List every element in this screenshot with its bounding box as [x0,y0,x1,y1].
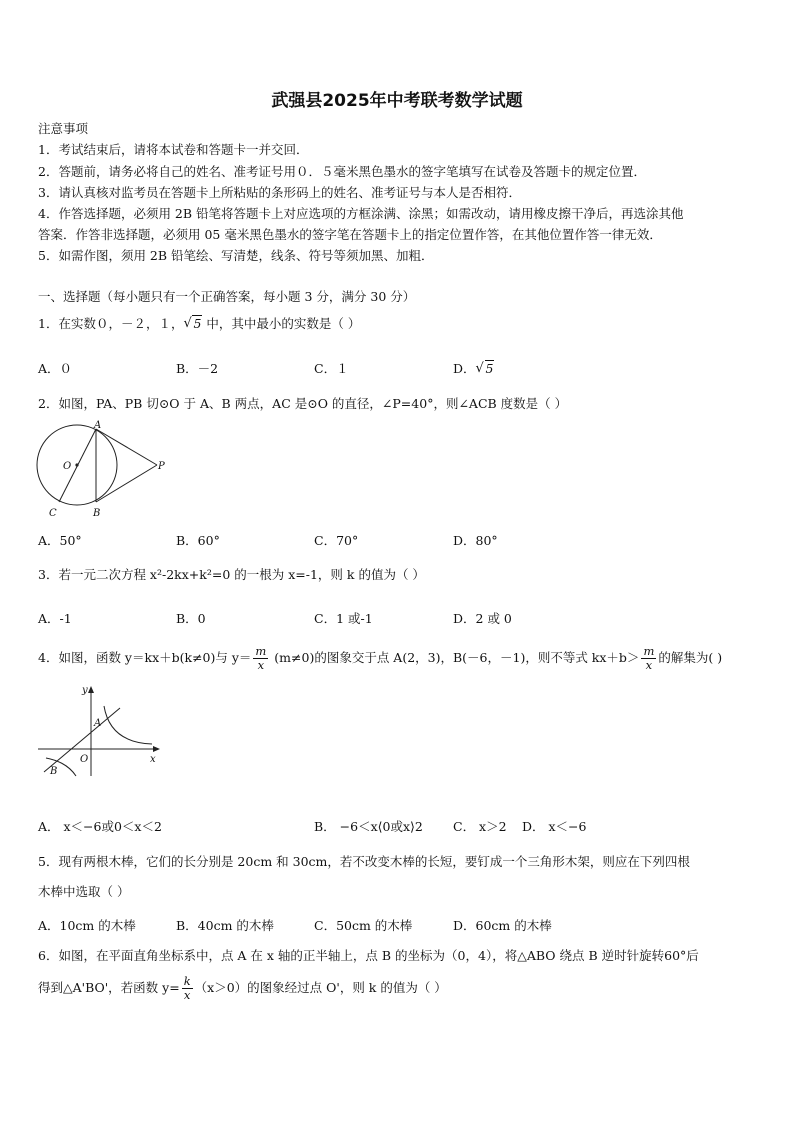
q1-option-d: D． √ 5 [453,361,494,376]
notice-item-5: 5．如需作图，须用 2B 铅笔绘、写清楚，线条、符号等须加黑、加粗． [38,248,434,263]
q3-option-c: C．1 或-1 [314,611,373,626]
q2-option-c: C．70° [314,533,359,548]
q1-option-c: C．１ [314,361,349,376]
q1-option-a: A．０ [38,361,73,376]
notice-item-1: 1．考试结束后，请将本试卷和答题卡一并交回． [38,142,309,157]
q2-option-b: B．60° [176,533,220,548]
notice-item-2: 2．答题前，请务必将自己的姓名、准考证号用０．５毫米黑色墨水的签字笔填写在试卷及答题卡的规定位置． [38,164,646,179]
question-5-stem: 5．现有两根木棒，它们的长分别是 20cm 和 30cm，若不改变木棒的长短，要钉成一个三角形木架，则应在下列四根 [38,854,690,869]
q2-option-d: D．80° [453,533,498,548]
question-3-stem: 3．若一元二次方程 x²-2kx+k²=0 的一根为 x=-1，则 k 的值为（ ） [38,567,425,582]
fraction-k-over-x: $\frac{k}{x}$ [183,974,191,1002]
question-4-stem: 4．如图，函数 y＝kx＋b(k≠0)与 y＝ $\frac{m}{x}$ (m≠0)的图象交于点 A(2，3)，B(－6，－1)，则不等式 kx＋b＞ $\frac{m}{x}$ 的解集为( ) [38,644,723,672]
label-a: A [94,718,102,729]
q4-option-a: A． x＜−6或0＜x＜2 [38,819,162,834]
fraction-m-over-x: $\frac{m}{x}$ [255,644,267,672]
q4-option-c: C． x＞2 [453,819,507,834]
sqrt-symbol: √ 5 [475,361,494,376]
question-5-stem-cont: 木棒中选取（ ） [38,884,130,899]
notice-item-4: 4．作答选择题，必须用 2B 铅笔将答题卡上对应选项的方框涂满、涂黑；如需改动，请用橡皮擦干净后，再选涂其他 [38,206,684,221]
q1-stem-b: 中，其中最小的实数是（ ） [202,316,361,331]
q1-option-b: B．－2 [176,361,219,376]
label-b: B [93,508,101,519]
question-6-stem: 6．如图，在平面直角坐标系中，点 A 在 x 轴的正半轴上，点 B 的坐标为（0，4），将△ABO 绕点 B 逆时针旋转60°后 [38,948,699,963]
q3-option-a: A．-1 [38,611,72,626]
q5-option-b: B．40cm 的木棒 [176,918,274,933]
page-title: 武强县2025年中考联考数学试题 [271,91,523,111]
label-x: x [150,754,156,765]
question-2-stem: 2．如图，PA、PB 切⊙O 于 A、B 两点，AC 是⊙O 的直径，∠P=40°，则∠ACB 度数是（ ） [38,396,568,411]
q5-option-c: C．50cm 的木棒 [314,918,413,933]
q1-stem-a: 1．在实数０，－２，１， [38,316,184,331]
sqrt-symbol: √ 5 [183,316,202,331]
fraction-m-over-x: $\frac{m}{x}$ [643,644,655,672]
label-b: B [50,766,58,777]
tangent-pb [96,465,157,502]
q3-option-d: D．2 或 0 [453,611,512,626]
label-o: O [80,754,89,765]
tangent-pa [96,429,157,465]
question-6-stem-cont: 得到△A'BO'，若函数 y= $\frac{k}{x}$ （x＞0）的图象经过点 O'，则 k 的值为（ ） [38,974,447,1002]
q5-option-a: A．10cm 的木棒 [38,918,136,933]
center-point [75,463,78,466]
q2-option-a: A．50° [38,533,82,548]
section-heading: 一、选择题（每小题只有一个正确答案，每小题 3 分，满分 30 分） [38,289,416,304]
q4-option-b: B． −6＜x⟨0或x⟩2 [314,819,423,834]
q3-option-b: B．0 [176,611,206,626]
function-graph-figure [34,680,164,780]
label-p: P [158,461,165,472]
label-a: A [94,420,102,431]
x-axis-arrow [153,746,160,752]
notice-item-4-cont: 答案．作答非选择题，必须用 05 毫米黑色墨水的签字笔在答题卡上的指定位置作答，在其他位置作答一律无效． [38,227,662,242]
y-axis-arrow [88,686,94,693]
hyperbola-branch-right [104,706,152,744]
question-1-stem [38,316,360,332]
label-c: C [49,508,57,519]
q4-option-d: D． x＜−6 [522,819,587,834]
circle-tangent-figure [34,420,170,520]
label-y: y [82,685,88,696]
notice-item-3: 3．请认真核对监考员在答题卡上所粘贴的条形码上的姓名、准考证号与本人是否相符． [38,185,521,200]
notice-heading: 注意事项 [38,121,89,136]
q5-option-d: D．60cm 的木棒 [453,918,552,933]
label-o: O [63,461,72,472]
